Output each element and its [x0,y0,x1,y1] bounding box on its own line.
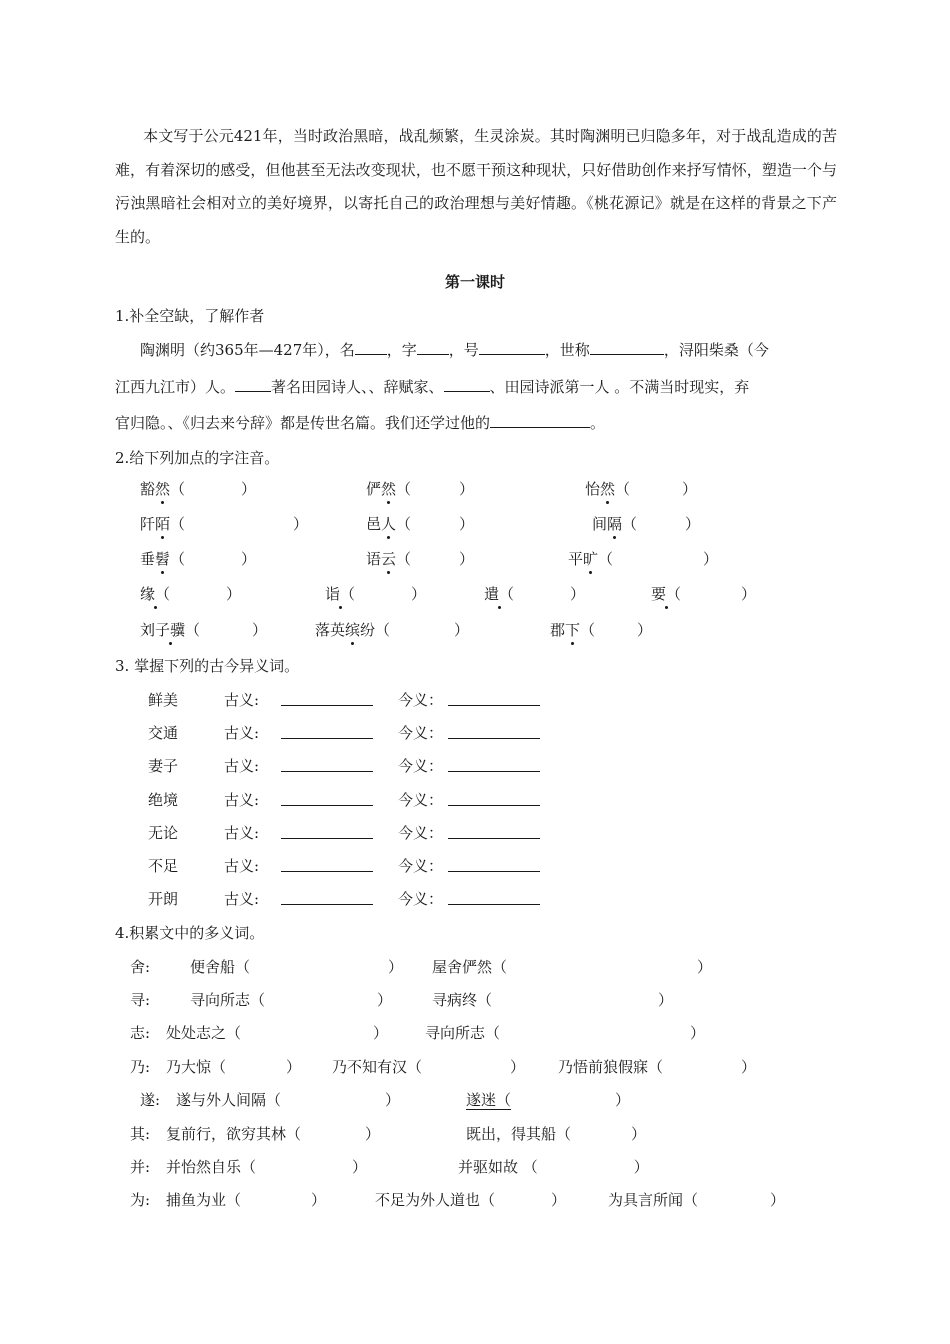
q4-item: 遂迷（ ） [466,1091,631,1109]
q4-key: 乃: [130,1058,151,1076]
q4-item: 屋舍俨然（ ） [432,958,713,976]
q4-item: 处处志之（ ） [166,1024,389,1042]
q4-key: 并: [130,1158,151,1176]
q3-word: 妻子 [148,757,179,775]
q3-modern-blank[interactable] [448,823,540,844]
q3-modern-blank[interactable] [448,690,540,711]
blank-art-name[interactable] [479,339,545,355]
q2-item: 缘（ ） [140,585,242,603]
q4-key: 寻: [130,991,151,1009]
q1-line-2: 江西九江市）人。 著名田园诗人、、辞赋家、 、田园诗派第一人 。不满当时现实，弃 [115,378,750,396]
q3-modern-label: 今义： [398,757,444,775]
blank-courtesy-name[interactable] [417,339,449,355]
q3-ancient-blank[interactable] [281,856,373,877]
q2-item: 间隔（ ） [592,515,701,533]
q3-heading: 3. 掌握下列的古今异义词。 [115,657,300,675]
q4-item: 为具言所闻（ ） [608,1191,786,1209]
q3-modern-label: 今义： [398,857,444,875]
q3-modern-blank[interactable] [448,889,540,910]
q4-key: 其: [130,1125,151,1143]
q4-item: 寻病终（ ） [432,991,674,1009]
q3-ancient-label: 古义: [224,890,260,908]
q4-item: 乃不知有汉（ ） [332,1058,526,1076]
q4-key: 舍: [130,958,151,976]
q2-item: 豁然（ ） [140,480,257,498]
q3-modern-blank[interactable] [448,756,540,777]
q3-modern-label: 今义： [398,724,444,742]
q3-modern-label: 今义： [398,691,444,709]
q2-item: 郡下（ ） [550,621,653,639]
q3-ancient-label: 古义: [224,757,260,775]
q4-heading: 4.积累文中的多义词。 [115,924,265,942]
q4-item: 捕鱼为业（ ） [166,1191,327,1209]
blank-dynasty[interactable] [235,376,271,392]
q2-item: 怡然（ ） [585,480,698,498]
q3-word: 不足 [148,857,179,875]
q3-modern-label: 今义： [398,890,444,908]
q4-item: 便舍船（ ） [190,958,404,976]
blank-known-as[interactable] [590,339,664,355]
q3-ancient-blank[interactable] [281,823,373,844]
q3-modern-label: 今义： [398,791,444,809]
q2-item: 落英缤纷（ ） [315,621,470,639]
q2-item: 语云（ ） [366,550,475,568]
q4-item: 寻向所志（ ） [190,991,393,1009]
q3-ancient-label: 古义: [224,791,260,809]
q3-ancient-label: 古义: [224,824,260,842]
q3-word: 鲜美 [148,691,179,709]
intro-paragraph [115,120,837,254]
q3-ancient-blank[interactable] [281,756,373,777]
q4-item: 并驱如故 （ ） [458,1158,649,1176]
q4-key: 志: [130,1024,151,1042]
q4-item: 不足为外人道也（ ） [375,1191,567,1209]
q3-ancient-label: 古义: [224,691,260,709]
q3-ancient-blank[interactable] [281,790,373,811]
q1-line-3: 官归隐。、《归去来兮辞》都是传世名篇。我们还学过他的 。 [115,414,606,432]
blank-name[interactable] [355,339,387,355]
blank-identity[interactable] [444,376,490,392]
q4-item: 并怡然自乐（ ） [166,1158,368,1176]
q4-item: 复前行，欲穷其林（ ） [166,1125,381,1143]
q3-ancient-label: 古义: [224,857,260,875]
lesson-title: 第一课时 [444,273,505,291]
q2-item: 诣（ ） [325,585,427,603]
q3-modern-label: 今义： [398,824,444,842]
q3-word: 交通 [148,724,179,742]
q3-modern-blank[interactable] [448,856,540,877]
q3-word: 无论 [148,824,179,842]
q2-item: 俨然（ ） [366,480,475,498]
q2-item: 刘子骥（ ） [140,621,268,639]
q2-heading: 2.给下列加点的字注音。 [115,449,280,467]
q3-word: 绝境 [148,791,179,809]
q2-item: 要（ ） [651,585,757,603]
q4-key: 遂: [140,1091,161,1109]
q3-modern-blank[interactable] [448,790,540,811]
q2-item: 垂髫（ ） [140,550,257,568]
q1-line-1: 陶渊明（约365年—427年），名 ，字 ，号 ，世称 ，浔阳柴桑（今 [140,341,769,359]
q3-ancient-blank[interactable] [281,889,373,910]
q3-ancient-blank[interactable] [281,690,373,711]
q4-item: 既出，得其船（ ） [466,1125,647,1143]
q3-ancient-blank[interactable] [281,723,373,744]
q2-item: 遣（ ） [484,585,586,603]
q3-word: 开朗 [148,890,179,908]
q2-item: 邑人（ ） [366,515,475,533]
blank-studied-work[interactable] [490,412,590,428]
q3-modern-blank[interactable] [448,723,540,744]
q4-item: 乃悟前狼假寐（ ） [558,1058,757,1076]
q2-item: 平旷（ ） [568,550,719,568]
q4-key: 为: [130,1191,151,1209]
q3-ancient-label: 古义: [224,724,260,742]
q4-item: 乃大惊（ ） [166,1058,302,1076]
q4-item: 寻向所志（ ） [425,1024,706,1042]
q4-item: 遂与外人间隔（ ） [176,1091,401,1109]
q1-heading: 1.补全空缺，了解作者 [115,307,265,325]
q2-item: 阡陌（ ） [140,515,309,533]
intro-text: 本文写于公元421年，当时政治黑暗，战乱频繁，生灵涂炭。其时陶渊明已归隐多年，对于战乱造成的苦难，有着深切的感受，但他甚至无法改变现状，也不愿干预这种现状，只好借助创作来抒写情怀，塑造一个与污浊黑暗社会相对立的美好境界，以寄托自己的政治理想与美好情趣。《桃花源记》就是在这样的背景之下产生的。 [115,127,837,246]
